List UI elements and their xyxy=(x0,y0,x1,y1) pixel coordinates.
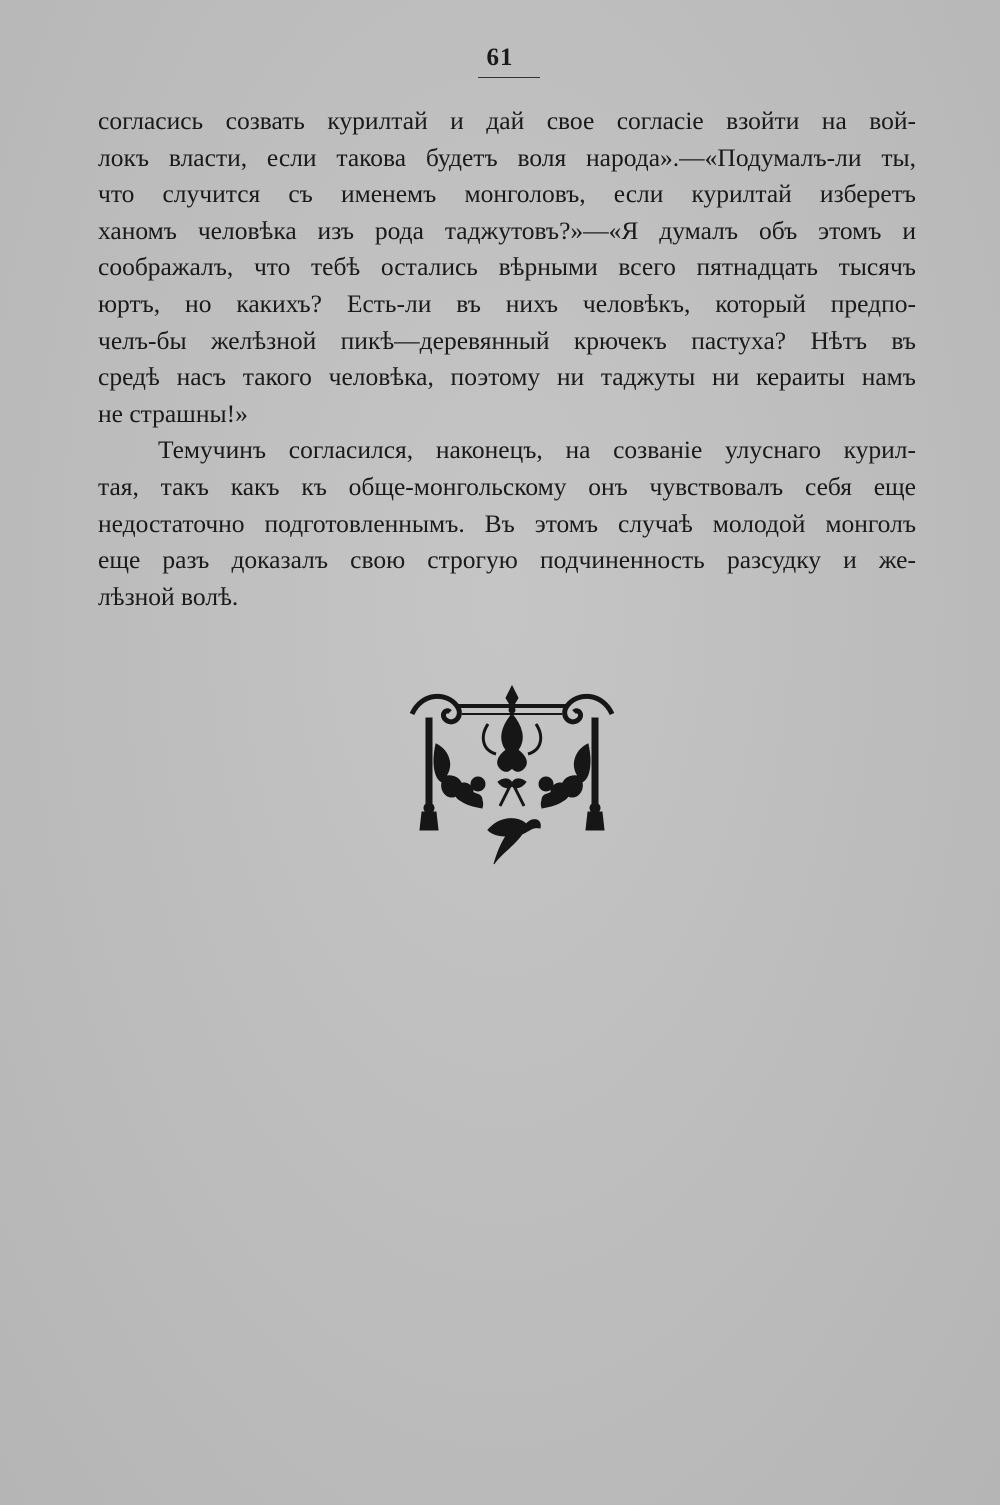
text-line: средѣ насъ такого человѣка, поэтому ни таджуты ни кераиты намъ xyxy=(98,362,916,392)
text-line: ханомъ человѣка изъ рода таджутовъ?»—«Я думалъ объ этомъ и xyxy=(98,215,916,245)
text-line: не страшны!» xyxy=(98,398,248,428)
floral-vignette-icon xyxy=(402,684,622,874)
text-line: челъ-бы желѣзной пикѣ—деревянный крючекъ пастуха? Нѣтъ въ xyxy=(98,325,916,355)
text-line: соображалъ, что тебѣ остались вѣрными всего пятнадцать тысячъ xyxy=(98,252,916,282)
text-line: лѣзной волѣ. xyxy=(98,581,239,611)
text-line: еще разъ доказалъ свою строгую подчиненность разсудку и же- xyxy=(98,545,916,575)
page-number: 61 xyxy=(486,44,514,71)
text-line: Темучинъ согласился, наконецъ, на созваніе улуснаго курил- xyxy=(158,435,916,465)
page-number-rule xyxy=(478,77,540,78)
text-line: юртъ, но какихъ? Есть-ли въ нихъ человѣкъ, который предпо- xyxy=(98,288,916,318)
body-text xyxy=(98,103,916,615)
text-line: тая, такъ какъ къ обще-монгольскому онъ чувствовалъ себя еще xyxy=(98,471,916,501)
text-line: недостаточно подготовленнымъ. Въ этомъ случаѣ молодой монголъ xyxy=(98,508,916,538)
text-line: что случится съ именемъ монголовъ, если курилтай изберетъ xyxy=(98,179,916,209)
text-line: согласись созвать курилтай и дай свое согласіе взойти на вой- xyxy=(98,106,916,135)
text-line: локъ власти, если такова будетъ воля народа».—«Подумалъ-ли ты, xyxy=(98,142,916,172)
